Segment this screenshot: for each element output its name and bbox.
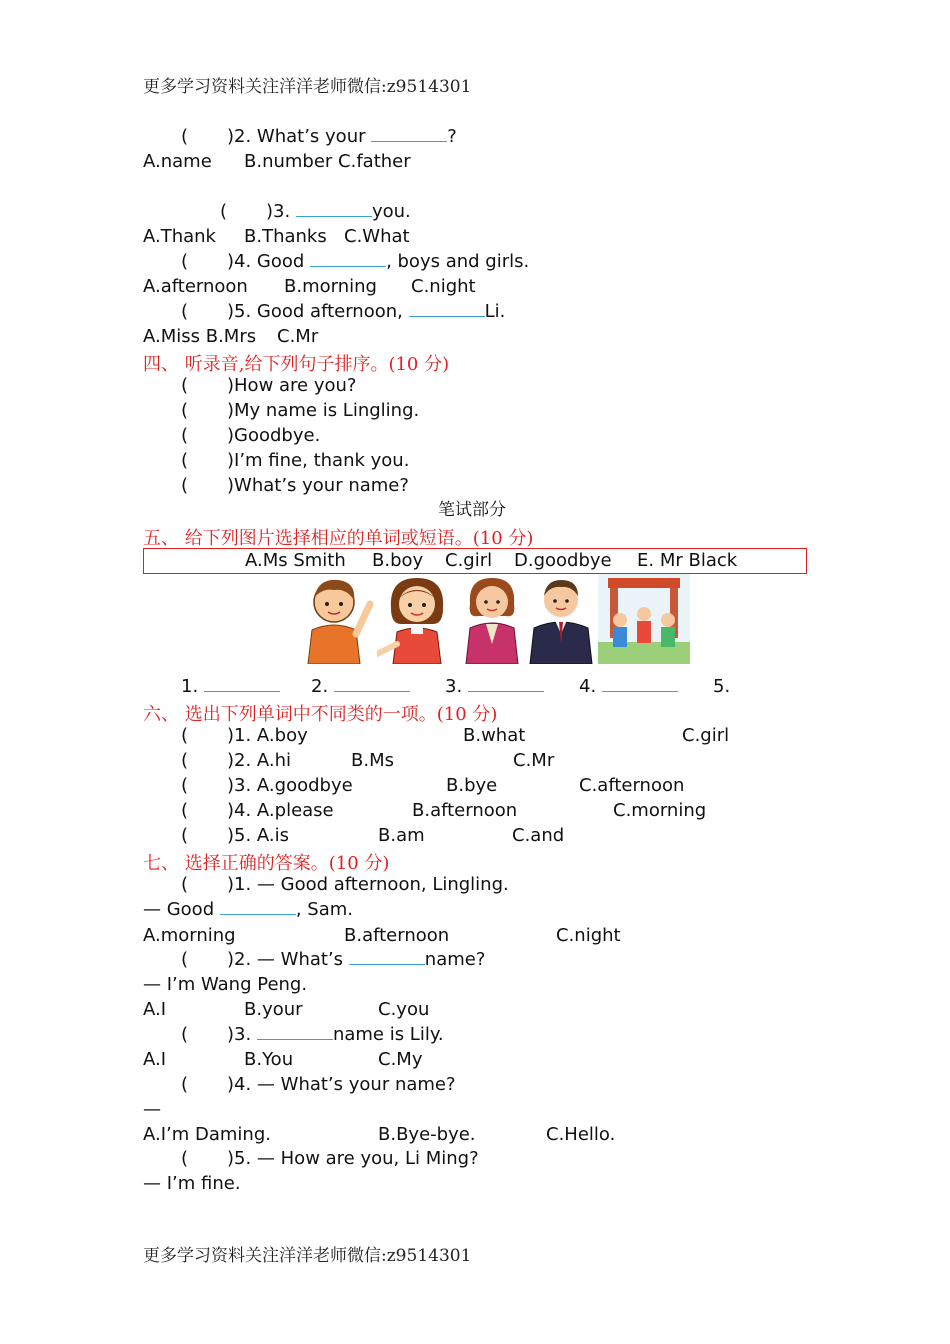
s6-row3-a — [181, 775, 353, 797]
s4-item — [181, 375, 356, 397]
pic-answer-4 — [579, 676, 678, 698]
paren: ( — [181, 425, 189, 446]
s6-row3-c: C.afternoon — [579, 775, 685, 796]
s7-q2-answer: — I’m Wang Peng. — [143, 974, 308, 995]
paren: ( — [181, 400, 189, 421]
s7-q1-opt-c: C.night — [556, 925, 621, 946]
section7-title: 七、 选择正确的答案。(10 分) — [143, 853, 390, 874]
paren: ( — [181, 949, 189, 970]
paren: ( — [181, 251, 189, 272]
s6-row2-a — [181, 750, 291, 772]
s6-row5-a — [181, 825, 289, 847]
s6-row-text: )5. A.is — [227, 825, 290, 846]
answer-blank[interactable] — [409, 302, 485, 317]
paren: ( — [181, 800, 189, 821]
s3-q2-opt-b: B.number C.father — [244, 151, 411, 172]
paren: ( — [181, 1148, 189, 1169]
s3-q5-line — [181, 301, 505, 323]
pic-answer-3 — [445, 676, 544, 698]
answer-blank[interactable] — [220, 900, 296, 915]
paren: ( — [181, 825, 189, 846]
paren: ( — [181, 301, 189, 322]
answer-blank[interactable] — [468, 677, 544, 692]
section5-title: 五、 给下列图片选择相应的单词或短语。(10 分) — [143, 528, 534, 549]
pic-number: 3. — [445, 676, 463, 697]
s7-q3-post: name is Lily. — [332, 1024, 444, 1045]
s7-q5-answer: — I’m fine. — [143, 1173, 241, 1194]
paren: ( — [181, 874, 189, 895]
word-bank-c: C.girl — [445, 550, 493, 571]
s7-q1-answer — [143, 899, 353, 921]
s3-q3-line — [220, 201, 411, 223]
s7-q4-opt-b: B.Bye-bye. — [378, 1124, 476, 1145]
s7-q2-opt-b: B.your — [244, 999, 303, 1020]
s6-row5-b: B.am — [378, 825, 425, 846]
s4-item-text: )My name is Lingling. — [227, 400, 420, 421]
s6-row3-b: B.bye — [446, 775, 498, 796]
s6-row-text: )2. A.hi — [227, 750, 292, 771]
woman-picture — [460, 574, 524, 664]
paren: ( — [181, 450, 189, 471]
pic-answer-5: 5. — [713, 676, 731, 697]
s4-item — [181, 475, 409, 497]
section6-title: 六、 选出下列单词中不同类的一项。(10 分) — [143, 704, 498, 725]
s7-q1-text: )1. — Good afternoon, Lingling. — [227, 874, 509, 895]
s7-q1-opt-a: A.morning — [143, 925, 236, 946]
s3-q2-text: )2. What’s your — [227, 126, 366, 147]
s3-q5-end: Li. — [484, 301, 506, 322]
s7-q1-a-post: , Sam. — [295, 899, 354, 920]
s7-q3-pre: )3. — [227, 1024, 252, 1045]
s3-q5-opt-a: A.Miss B.Mrs — [143, 326, 257, 347]
paren: ( — [220, 201, 228, 222]
s6-row4-c: C.morning — [613, 800, 707, 821]
s4-item-text: )Goodbye. — [227, 425, 321, 446]
s3-q4-end: , boys and girls. — [386, 251, 530, 272]
answer-blank[interactable] — [334, 677, 410, 692]
s6-row2-b: B.Ms — [351, 750, 394, 771]
s3-q2-line — [181, 126, 457, 148]
s6-row-text: )3. A.goodbye — [227, 775, 353, 796]
pic-number: 1. — [181, 676, 199, 697]
girl-picture — [377, 574, 457, 664]
s3-q3-opt-b: B.Thanks — [244, 226, 327, 247]
answer-blank[interactable] — [204, 677, 280, 692]
s7-q3 — [181, 1024, 444, 1046]
word-bank-b: B.boy — [372, 550, 424, 571]
s3-q5-text: )5. Good afternoon, — [227, 301, 403, 322]
written-part-heading: 笔试部分 — [438, 500, 506, 520]
paren: ( — [181, 750, 189, 771]
s3-q4-line — [181, 251, 529, 273]
s7-q3-opt-c: C.My — [378, 1049, 423, 1070]
s7-q2-pre: )2. — What’s — [227, 949, 344, 970]
s6-row2-c: C.Mr — [513, 750, 555, 771]
s7-q3-opt-b: B.You — [244, 1049, 294, 1070]
s3-q2-opt-a: A.name — [143, 151, 212, 172]
s7-q1 — [181, 874, 509, 896]
s7-q3-opt-a: A.I — [143, 1049, 167, 1070]
s7-q4 — [181, 1074, 456, 1096]
word-bank-a: A.Ms Smith — [245, 550, 346, 571]
paren: ( — [181, 1074, 189, 1095]
s3-q4-text: )4. Good — [227, 251, 305, 272]
word-bank-d: D.goodbye — [514, 550, 612, 571]
s7-q2-post: name? — [424, 949, 486, 970]
s4-item — [181, 450, 409, 472]
s7-q1-a-pre: — Good — [143, 899, 215, 920]
answer-blank[interactable] — [296, 202, 372, 217]
s6-row1-c: C.girl — [682, 725, 730, 746]
s7-q2-opt-a: A.I — [143, 999, 167, 1020]
s6-row1-b: B.what — [463, 725, 526, 746]
s7-q2-opt-c: C.you — [378, 999, 430, 1020]
page-footer: 更多学习资料关注洋洋老师微信:z9514301 — [143, 1246, 472, 1266]
answer-blank[interactable] — [257, 1025, 333, 1040]
s3-q4-opt-a: A.afternoon — [143, 276, 248, 297]
kids-goodbye-picture — [598, 574, 690, 664]
paren: ( — [181, 1024, 189, 1045]
s6-row4-b: B.afternoon — [412, 800, 518, 821]
word-bank-e: E. Mr Black — [637, 550, 738, 571]
s4-item-text: )What’s your name? — [227, 475, 409, 496]
s6-row-text: )1. A.boy — [227, 725, 308, 746]
s4-item — [181, 425, 320, 447]
s3-q3-end: you. — [371, 201, 411, 222]
s7-q4-opt-c: C.Hello. — [546, 1124, 616, 1145]
s7-q5 — [181, 1148, 479, 1170]
answer-blank[interactable] — [349, 950, 425, 965]
s7-q1-opt-b: B.afternoon — [344, 925, 450, 946]
s3-q3-opt-a: A.Thank — [143, 226, 216, 247]
pic-answer-2 — [311, 676, 410, 698]
s7-q2 — [181, 949, 485, 971]
s3-q4-opt-c: C.night — [411, 276, 476, 297]
s3-q3-opt-c: C.What — [344, 226, 410, 247]
s4-item — [181, 400, 419, 422]
s6-row4-a — [181, 800, 334, 822]
s7-q4-text: )4. — What’s your name? — [227, 1074, 456, 1095]
s6-row5-c: C.and — [512, 825, 565, 846]
pic-number: 4. — [579, 676, 597, 697]
pic-answer-1 — [181, 676, 280, 698]
paren: ( — [181, 775, 189, 796]
s3-q4-opt-b: B.morning — [284, 276, 377, 297]
s3-q3-text: )3. — [266, 201, 291, 222]
answer-blank[interactable] — [371, 127, 447, 142]
page-header: 更多学习资料关注洋洋老师微信:z9514301 — [143, 77, 472, 97]
pic-number: 2. — [311, 676, 329, 697]
answer-blank[interactable] — [602, 677, 678, 692]
s4-item-text: )How are you? — [227, 375, 357, 396]
s3-q5-opt-b: C.Mr — [277, 326, 319, 347]
s7-q4-opt-a: A.I’m Daming. — [143, 1124, 271, 1145]
paren: ( — [181, 375, 189, 396]
s4-item-text: )I’m fine, thank you. — [227, 450, 410, 471]
paren: ( — [181, 725, 189, 746]
paren: ( — [181, 475, 189, 496]
s6-row1-a — [181, 725, 308, 747]
s3-q2-end: ? — [447, 126, 457, 147]
section4-title: 四、 听录音,给下列句子排序。(10 分) — [143, 354, 450, 375]
paren: ( — [181, 126, 189, 147]
boy-picture — [298, 574, 376, 664]
s7-q4-answer: — — [143, 1099, 161, 1120]
s6-row-text: )4. A.please — [227, 800, 334, 821]
s7-q5-text: )5. — How are you, Li Ming? — [227, 1148, 479, 1169]
answer-blank[interactable] — [310, 252, 386, 267]
man-picture — [526, 574, 596, 664]
